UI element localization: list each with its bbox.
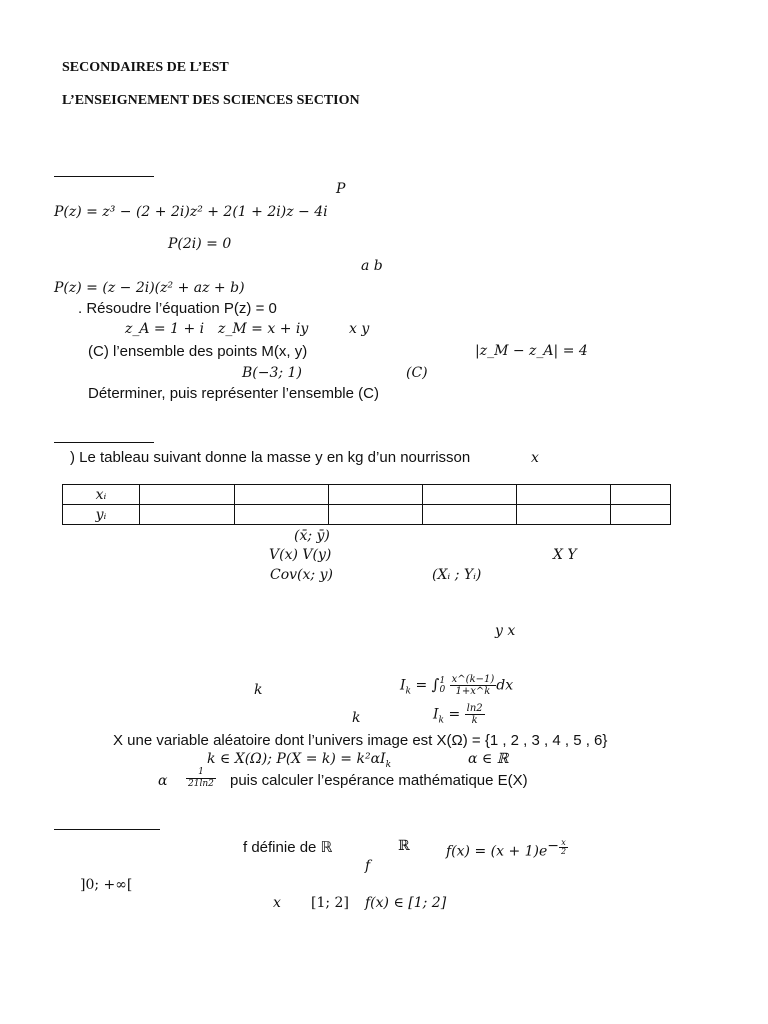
ex3-k: k (254, 682, 263, 698)
ex1-modulus: |z_M − z_A| = 4 (475, 343, 588, 359)
ex3-expectation: puis calculer l’espérance mathématique E(X) (230, 772, 528, 789)
ex1-determine: Déterminer, puis représenter l’ensemble (C) (88, 385, 379, 402)
ex2-intro: ) Le tableau suivant donne la masse y en kg d’un nourrisson (70, 449, 471, 466)
ex2-y-x: y x (495, 623, 516, 639)
table-row (63, 485, 671, 505)
ex3-alpha: α (158, 773, 168, 789)
table-cell (611, 485, 671, 505)
exercise-1-rule (54, 176, 154, 177)
ex3-integrand-den: 1+x^k (455, 686, 491, 697)
ex1-point-B: B(−3; 1) (242, 365, 302, 381)
ex3-alpha-num: 1 (186, 767, 216, 779)
ex1-polynomial: P(z) = z³ − (2 + 2i)z² + 2(1 + 2i)z − 4i (54, 204, 328, 220)
ex3-Ik-value: $I_k$ = $\frac{\ln 2}{k}$ (433, 703, 483, 726)
ex3-alpha-real: α ∈ ℝ (468, 751, 509, 767)
ex1-zm: z_M = x + iy (218, 321, 309, 337)
table-cell (517, 505, 611, 525)
ex1-za: z_A = 1 + i (125, 321, 205, 337)
table-cell (423, 505, 517, 525)
ex3-law: k ∈ X(Ω); $P(X = k) = k^2\alpha I_k$ (207, 751, 392, 770)
table-cell (235, 485, 329, 505)
ex3-Ik-label: I (400, 677, 406, 694)
table-cell (140, 505, 235, 525)
row-label-y: yᵢ (63, 505, 140, 525)
header-line-2: L’ENSEIGNEMENT DES SCIENCES SECTION (62, 93, 360, 108)
ex3-int-upper: 1 (439, 675, 446, 686)
ex1-root: P(2i) = 0 (168, 236, 232, 252)
ex1-var-P: P (336, 181, 346, 197)
ex4-f: f (365, 858, 371, 874)
header-line-1: SECONDAIRES DE L’EST (62, 60, 229, 75)
ex2-X-Y: X Y (553, 547, 577, 563)
table-cell (517, 485, 611, 505)
ex4-x: x (273, 895, 281, 911)
ex3-Ik-num: ln2 (466, 703, 483, 714)
ex1-set-text: (C) l’ensemble des points M(x, y) (88, 343, 308, 360)
ex3-integral-def: $I_k$ = ∫ 1 0 $\frac{x\^{}(k-1)}{1+x\^{}k}$ dx (400, 674, 514, 697)
data-table (62, 484, 671, 525)
ex1-factorization: P(z) = (z − 2i)(z² + az + b) (54, 280, 245, 296)
table-cell (235, 505, 329, 525)
ex1-a-b: a b (361, 258, 383, 274)
ex3-integrand-num: x^(k−1) (451, 674, 495, 685)
table-cell (140, 485, 235, 505)
table-cell (611, 505, 671, 525)
ex4-f-expression: $f(x) = (x + 1)e^{- \frac{x}{2}}$ (446, 838, 567, 860)
ex3-Ik-den: k (471, 715, 478, 726)
ex4-exp-den: 2 (561, 847, 567, 856)
exercise-4-rule (54, 829, 160, 830)
ex3-k-2: k (352, 710, 361, 726)
ex4-exp-num: x (559, 839, 568, 848)
integral-sign-icon: ∫ (431, 675, 440, 694)
ex2-points: (Xᵢ ; Yᵢ) (432, 567, 482, 583)
ex2-covariance: Cov(x; y) (270, 567, 333, 583)
ex3-int-lower: 0 (439, 684, 446, 695)
table-cell (423, 485, 517, 505)
ex2-var-x: x (531, 450, 539, 466)
ex2-variances: V(x) V(y) (269, 547, 332, 563)
exercise-2-rule (54, 442, 154, 443)
ex2-mean-point: (x̄; ȳ) (294, 528, 330, 544)
table-cell (329, 505, 423, 525)
ex3-alpha-den: 21ln2 (188, 779, 214, 789)
ex3-integrand (450, 674, 497, 697)
table-cell (329, 485, 423, 505)
ex3-Ik-sub: k (405, 686, 411, 697)
ex4-range: [1; 2] (311, 895, 349, 911)
ex1-solve: . Résoudre l’équation P(z) = 0 (78, 300, 277, 317)
ex1-x-y: x y (349, 321, 370, 337)
ex4-R: ℝ (398, 838, 410, 854)
table-row (63, 505, 671, 525)
ex3-Ik-fraction (465, 703, 485, 726)
ex3-random-variable: X une variable aléatoire dont l’univers image est X(Ω) = {1 , 2 , 3 , 4 , 5 , 6} (113, 732, 608, 749)
ex4-f-definition: f définie de ℝ (243, 839, 333, 856)
ex3-alpha-value (186, 767, 216, 790)
ex4-interval: ]0; +∞[ (80, 877, 133, 893)
ex1-set-C: (C) (406, 365, 428, 381)
ex3-dx: dx (496, 677, 514, 694)
ex4-image: f(x) ∈ [1; 2] (365, 895, 447, 911)
row-label-x: xᵢ (63, 485, 140, 505)
